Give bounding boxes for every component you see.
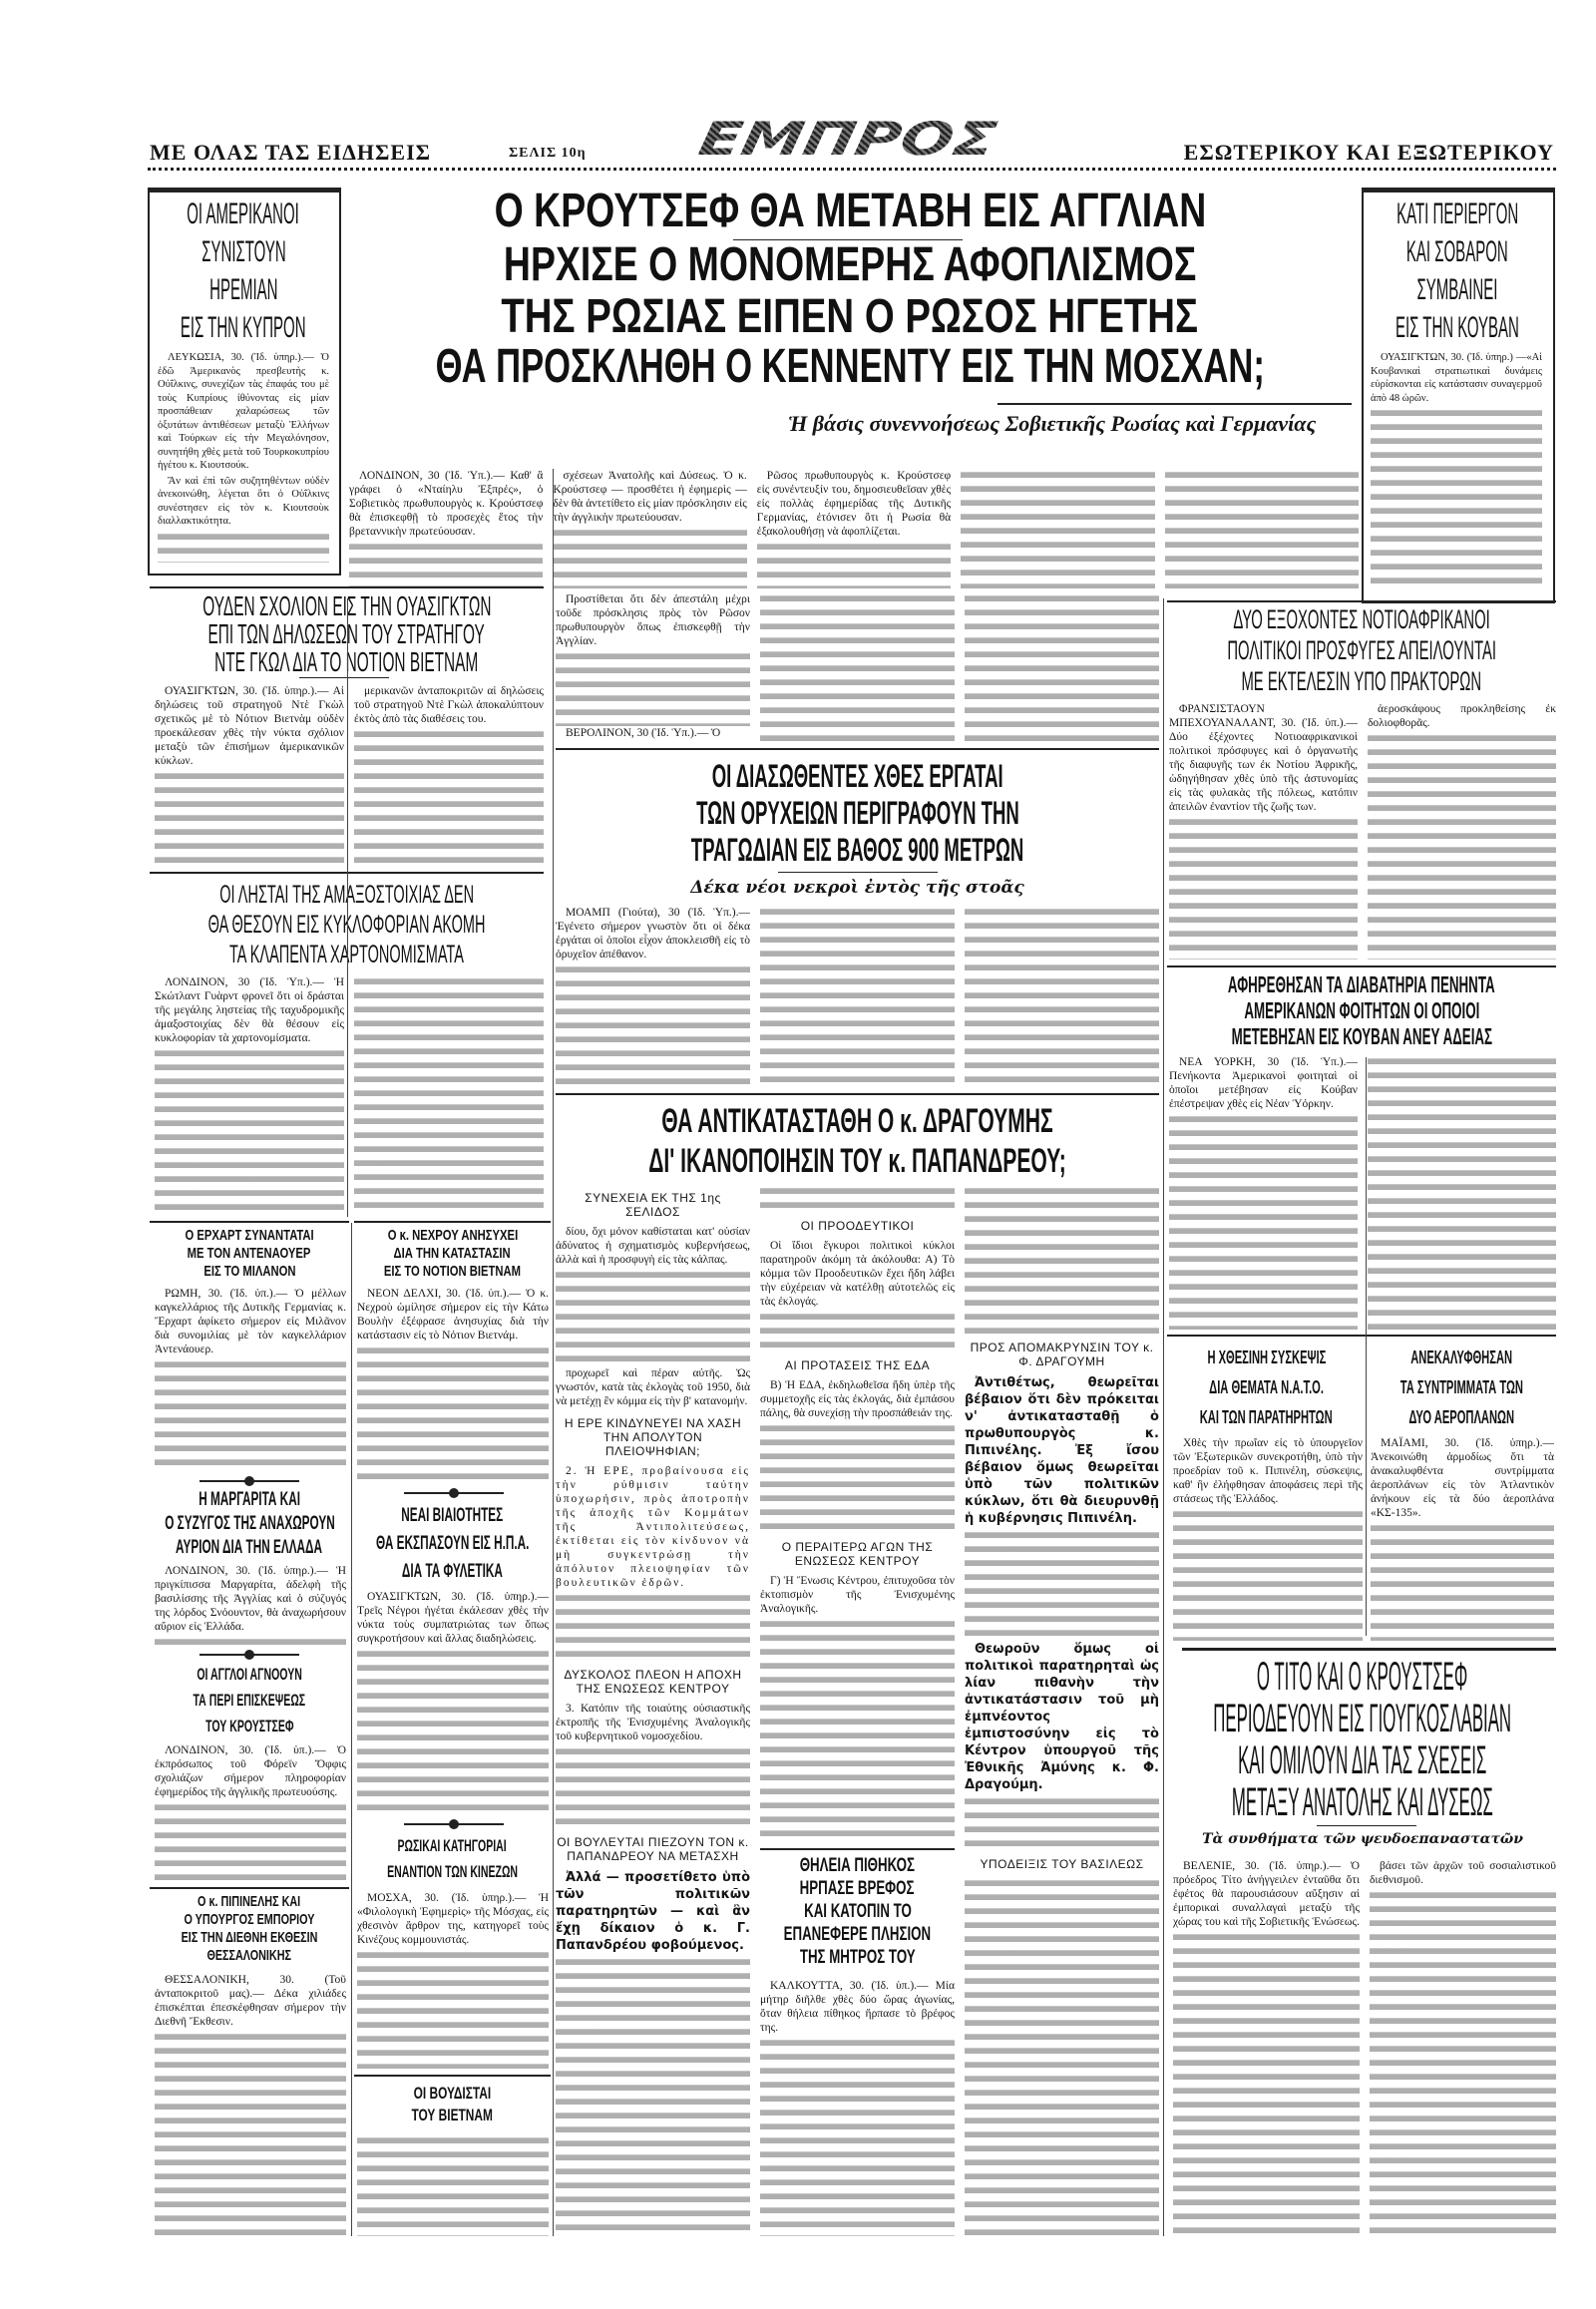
headline-line: Ο ΚΡΟΥΤΣΕΦ ΘΑ ΜΕΤΑΒΗ ΕΙΣ ΑΓΓΛΙΑΝ xyxy=(494,185,1206,237)
headline-line: ΔΥΟ ΕΞΟΧΟΝΤΕΣ ΝΟΤΙΟΑΦΡΙΚΑΝΟΙ xyxy=(1233,604,1490,634)
article-divider xyxy=(1167,600,1556,602)
headline-line: ΟΙ ΛΗΣΤΑΙ ΤΗΣ ΑΜΑΞΟΣΤΟΙΧΙΑΣ ΔΕΝ xyxy=(219,881,474,909)
article-lead: ΛΕΥΚΩΣΙΑ, 30. (Ἰδ. ὑπηρ.).— Ὁ ἐδῶ Ἀμερικανὸς πρεσβευτὴς κ. Οὐΐλκινς, συνεχίζων τὰς ἐπαφάς του μὲ τοὺς Κυπρίους ἰθύνοντας εἰς μίαν προσπάθειαν χαλαρώσεως τῶν ὀξυτάτων ἀντιθέσεων μεταξὺ Ἑλλήνων καὶ Τούρκων εἰς τὴν Μεγαλόνησον, συνητήθη χθὲς μετὰ τοῦ Τουρκοκυπρίου ἡγέτου κ. Κιουτσούκ. xyxy=(158,352,329,471)
newspaper-logo: ΕΜΠΡΟΣ xyxy=(667,112,1027,166)
body-text-lines xyxy=(357,1648,549,1815)
text-column xyxy=(961,469,1154,588)
body-text-lines xyxy=(965,1185,1159,1335)
article-divider xyxy=(150,1887,349,1889)
tito-headline xyxy=(1169,1656,1556,1823)
miners-subhead: Δέκα νέοι νεκροὶ ἐντὸς τῆς στοᾶς xyxy=(690,878,1024,898)
article-paragraph: 3. Κατόπιν τῆς τοιαύτης οὐσιαστικῆς ἐκτροπῆς τῆς Ἐνισχυμένης Ἀναλογικῆς τοῦ κυβερνητικοῦ νομοσχεδίου. xyxy=(556,1703,750,1742)
article-paragraph: Ἂν καὶ ἐπὶ τῶν συζητηθέντων οὐδὲν ἀνεκοινώθη, λέγεται ὅτι ὁ Οὐΐλκινς συνέστησεν εἰς τὸν κ. Κιουτσοὺκ διαλλακτικότητα. xyxy=(158,475,329,527)
body-text-lines xyxy=(760,592,955,742)
headline-line: ΘΑ ΠΡΟΣΚΛΗΘΗ Ο ΚΕΝΝΕΝΤΥ ΕΙΣ ΤΗΝ ΜΟΣΧΑΝ; xyxy=(435,340,1265,393)
headline-line: ΜΕΤΕΒΗΣΑΝ ΕΙΣ ΚΟΥΒΑΝ ΑΝΕΥ ΑΔΕΙΑΣ xyxy=(1231,1023,1492,1049)
headline-divider xyxy=(733,239,963,240)
body-text-lines xyxy=(354,728,544,864)
body-text-lines xyxy=(155,1358,346,1472)
article-lead: ΡΩΜΗ, 30. (Ἰδ. ὑπ.).— Ὁ μέλλων καγκελλάριος τῆς Δυτικῆς Γερμανίας κ. Ἔρχαρτ ἀφίκετο σήμερον εἰς Μιλᾶνον διὰ συνομιλίας μὲ τὸν καγκελλάριον Ἀντενάουερ. xyxy=(155,1288,346,1355)
students-headline xyxy=(1167,971,1556,1049)
headline-line: ΕΠΑΝΕΦΕΡΕ ΠΛΗΣΙΟΝ xyxy=(783,1924,932,1945)
headline-line: Ο κ. ΠΙΠΙΝΕΛΗΣ ΚΑΙ xyxy=(198,1893,301,1910)
nato-headline xyxy=(1169,1343,1364,1432)
headline-line: ΚΑΙ ΣΟΒΑΡΟΝ xyxy=(1406,235,1508,268)
headline-line: ΤΗΣ ΜΗΤΡΟΣ ΤΟΥ xyxy=(799,1947,916,1968)
masthead-slogan: ΜΕ ΟΛΑΣ ΤΑΣ ΕΙΔΗΣΕΙΣ xyxy=(150,140,432,165)
buddhists-body xyxy=(357,2134,549,2236)
text-column xyxy=(1173,1859,1360,2236)
headline-line: ΕΙΣ ΤΟ ΝΟΤΙΟΝ ΒΙΕΤΝΑΜ xyxy=(383,1263,522,1280)
body-text-lines xyxy=(556,1269,750,1366)
body-text-lines xyxy=(556,1745,750,1829)
body-text-lines xyxy=(1169,1113,1358,1330)
ornament-divider xyxy=(404,1821,504,1827)
article-lead: ΦΡΑΝΣΙΣΤΑΟΥΝ ΜΠΕΧΟΥΑΝΑΛΑΝΤ, 30. (Ἰδ. ὑπ.).— Δύο ἐξέχοντες Νοτιοαφρικανικοὶ πολιτικοὶ πρόσφυγες καὶ ὁ ὀργανωτὴς τῆς διαφυγῆς των ἐκ Νοτίου Ἀφρικῆς, ὡδηγήθησαν χθὲς ὑπὸ τῆς ἀστυνομίας εἰς τὰς φυλακὰς τῆς πόλεως, κατόπιν ἀπειλῶν ἐναντίον τῆς ζωῆς των. xyxy=(1169,703,1358,813)
headline-line: ΔΙ' ΙΚΑΝΟΠΟΙΗΣΙΝ ΤΟΥ κ. ΠΑΠΑΝΔΡΕΟΥ; xyxy=(648,1142,1066,1180)
headline-line: ΕΙΣ ΤΗΝ ΚΟΥΒΑΝ xyxy=(1396,311,1519,344)
headline-line: ΤΡΑΓΩΔΙΑΝ ΕΙΣ ΒΑΘΟΣ 900 ΜΕΤΡΩΝ xyxy=(690,832,1024,868)
text-column xyxy=(1169,1055,1358,1330)
headline-line: ΘΑ ΕΚΣΠΑΣΟΥΝ ΕΙΣ Η.Π.Α. xyxy=(375,1533,530,1554)
chinese-headline xyxy=(354,1833,551,1885)
chinese-body xyxy=(357,1891,549,2069)
ornament-divider xyxy=(200,1478,299,1484)
article-paragraph: Οἱ ἴδιοι ἔγκυροι πολιτικοὶ κύκλοι παρατηροῦν ἀκόμη τὰ ἀκόλουθα: Α) Τὸ κόμμα τῶν Προοδευτικῶν ἔχει ἤδη λάβει τὴν εὐχέρειαν νὰ κατέλθῃ αὐτοτελῶς εἰς τὰς ἐκλογάς. xyxy=(760,1240,955,1308)
article-divider xyxy=(150,586,544,588)
headline-line: ΡΩΣΙΚΑΙ ΚΑΤΗΓΟΡΙΑΙ xyxy=(397,1836,508,1855)
text-column xyxy=(965,592,1159,742)
section-subhead: ΟΙ ΒΟΥΛΕΥΤΑΙ ΠΙΕΖΟΥΝ ΤΟΝ κ. ΠΑΠΑΝΔΡΕΟΥ ΝΑ ΜΕΤΑΣΧΗ xyxy=(557,1835,749,1863)
body-text-lines xyxy=(556,1956,750,2236)
body-text-lines xyxy=(556,963,750,1087)
article-lead: ΚΑΛΚΟΥΤΤΑ, 30. (Ἰδ. ὑπ.).— Μία μήτηρ διῆλθε χθὲς δύο ὥρας ἀγωνίας, ὅταν θήλεια πίθηκος ἥρπασε τὸ βρέφος της. xyxy=(760,1980,955,2034)
text-column xyxy=(354,684,544,864)
lead-story-body-top xyxy=(349,469,1359,588)
body-text-lines xyxy=(1371,407,1542,590)
body-text-lines xyxy=(965,1529,1159,1641)
article-lead: ΟΥΑΣΙΓΚΤΩΝ, 30. (Ἰδ. ὑπηρ.).— Τρεῖς Νέγροι ἡγέται ἐκάλεσαν χθὲς τὴν νύκτα τοὺς συμπατριώτας των ὅπως συγκροτήσουν καὶ ἄλλας διαδηλώσεις. xyxy=(357,1591,549,1645)
article-paragraph: Ἀντιθέτως, θεωρεῖται βέβαιον ὅτι δὲν πρόκειται ν' ἀντικατασταθῇ ὁ πρωθυπουργὸς κ. Πιπινέλης. Ἐξ ἴσου βέβαιον ὅμως θεωρεῖται ὑπὸ τῶν πολιτικῶν κύκλων, ὅτι θὰ διευρυνθῇ ἡ κυβέρνησις Πιπινέλη. xyxy=(965,1375,1159,1526)
article-divider xyxy=(556,1093,1159,1095)
body-text-lines xyxy=(553,527,746,588)
nehru-body xyxy=(357,1287,549,1484)
headline-line: Η ΧΘΕΣΙΝΗ ΣΥΣΚΕΨΙΣ xyxy=(1207,1347,1326,1367)
headline-line: ΚΑΙ ΟΜΙΛΟΥΝ ΔΙΑ ΤΑΣ ΣΧΕΣΕΙΣ xyxy=(1238,1738,1487,1782)
body-text-lines xyxy=(1165,469,1359,588)
headline-line: ΚΑΤΙ ΠΕΡΙΕΡΓΟΝ xyxy=(1396,197,1519,230)
de-gaulle-body xyxy=(155,684,544,864)
headline-line: ΕΠΙ ΤΩΝ ΔΗΛΩΣΕΩΝ ΤΟΥ ΣΤΡΑΤΗΓΟΥ xyxy=(207,618,486,649)
subhead-rule xyxy=(998,403,1352,405)
body-text-lines xyxy=(1368,732,1556,960)
refugees-headline xyxy=(1167,604,1556,697)
nato-body xyxy=(1173,1436,1363,1641)
text-column xyxy=(556,906,750,1087)
article-lead: ΟΥΑΣΙΓΚΤΩΝ, 30. (Ἰδ. ὑπηρ.).— Αἱ δηλώσεις τοῦ στρατηγοῦ Ντὲ Γκὼλ σχετικῶς μὲ τὸ Νότιον Βιετνὰμ οὐδὲν προεκάλεσαν χθὲς τὴν νύκτα σχόλιον μεταξὺ τῶν ἐπισήμων ἀμερικανικῶν κύκλων. xyxy=(155,685,344,767)
section-subhead: ΟΙ ΠΡΟΟΔΕΥΤΙΚΟΙ xyxy=(800,1219,915,1233)
article-divider xyxy=(354,1221,551,1223)
article-lead: ΛΟΝΔΙΝΟΝ, 30. (Ἰδ. ὑπ.).— Ὁ ἐκπρόσωπος τοῦ Φόρεϊν Ὄφφις σχολιάζων σήμερον πληροφορίαν ἐφημερίδος τῆς ἀγγλικῆς πρωτευούσης. xyxy=(155,1744,346,1798)
headline-line: Ο ΕΡΧΑΡΤ ΣΥΝΑΝΤΑΤΑΙ xyxy=(185,1227,314,1244)
headline-line: ΟΥΔΕΝ ΣΧΟΛΙΟΝ ΕΙΣ ΤΗΝ ΟΥΑΣΙΓΚΤΩΝ xyxy=(201,590,492,621)
article-divider xyxy=(150,1221,349,1223)
headline-line: ΘΑ ΘΕΣΟΥΝ ΕΙΣ ΚΥΚΛΟΦΟΡΙΑΝ ΑΚΟΜΗ xyxy=(207,911,486,939)
headline-line: ΑΦΗΡΕΘΗΣΑΝ ΤΑ ΔΙΑΒΑΤΗΡΙΑ ΠΕΝΗΝΤΑ xyxy=(1228,971,1495,997)
body-text-lines xyxy=(760,1185,955,1213)
text-column xyxy=(155,975,344,1215)
miners-headline xyxy=(556,758,1159,869)
body-text-lines xyxy=(155,1047,344,1215)
column-rule xyxy=(553,469,554,2236)
headline-line: ΤΑ ΠΕΡΙ ΕΠΙΣΚΕΨΕΩΣ xyxy=(193,1691,306,1710)
body-text-lines xyxy=(357,1345,549,1484)
text-column xyxy=(760,592,955,742)
headline-line: ΝΤΕ ΓΚΩΛ ΔΙΑ ΤΟ ΝΟΤΙΟΝ ΒΙΕΤΝΑΜ xyxy=(214,646,479,677)
article-lead: Χθὲς τὴν πρωΐαν εἰς τὸ ὑπουργεῖον τῶν Ἐξωτερικῶν συνεκροτήθη, ὑπὸ τὴν προεδρίαν τοῦ κ. Πιπινέλη, σύσκεψις, καθ' ἣν ἐλήφθησαν ἀποφάσεις περὶ τῆς στάσεως τῆς Ἑλλάδος. xyxy=(1173,1437,1363,1505)
headline-line: ΘΕΣΣΑΛΟΝΙΚΗΣ xyxy=(206,1947,292,1964)
body-text-lines xyxy=(965,1795,1159,1851)
text-column xyxy=(760,1185,955,2236)
body-text-lines xyxy=(556,1592,750,1662)
article-paragraph: 2. Ἡ ΕΡΕ, προβαίνουσα εἰς τὴν ρύθμισιν ταύτην ὑποχωρήσιν, πρὸς ἀποτροπὴν τῆς ἀποχῆς τῶν Κομμάτων τῆς Ἀντιπολιτεύσεως, ἐκτίθεται εἰς τὸν κίνδυνον νὰ μὴ συγκεντρώσῃ τὴν ἀπόλυτον πλειοψηφίαν τῶν βουλευτικῶν ἑδρῶν. xyxy=(556,1465,750,1589)
article-lead: ΛΟΝΔΙΝΟΝ, 30. (Ἰδ. ὑπηρ.).— Ἡ πριγκίπισσα Μαργαρίτα, ἀδελφὴ τῆς βασιλίσσης τῆς Ἀγγλίας καὶ ὁ σύζυγός της λόρδος Σνόουντον, θὰ ἀναχωρήσουν αὔριον εἰς Ἑλλάδα. xyxy=(155,1565,346,1633)
headline-line: ΜΕ ΤΟΝ ΑΝΤΕΝΑΟΥΕΡ xyxy=(188,1245,311,1262)
text-column xyxy=(556,592,750,742)
section-subhead: Ο ΠΕΡΑΙΤΕΡΩ ΑΓΩΝ ΤΗΣ ΕΝΩΣΕΩΣ ΚΕΝΤΡΟΥ xyxy=(781,1540,934,1568)
text-column xyxy=(965,906,1159,1087)
text-column xyxy=(1165,469,1359,588)
monkey-headline xyxy=(760,1854,955,1969)
section-subhead: ΑΙ ΠΡΟΤΑΣΕΙΣ ΤΗΣ ΕΔΑ xyxy=(784,1358,931,1372)
body-text-lines xyxy=(961,469,1154,588)
headline-line: ΣΥΝΙΣΤΟΥΝ xyxy=(200,235,286,268)
text-column xyxy=(1368,1055,1556,1330)
section-subhead: ΠΡΟΣ ΑΠΟΜΑΚΡΥΝΣΙΝ ΤΟΥ κ. Φ. ΔΡΑΓΟΥΜΗ xyxy=(970,1341,1154,1368)
column-rule xyxy=(351,1223,352,2236)
article-paragraph: Ρῶσος πρωθυπουργὸς κ. Κρούστσεφ εἰς συνέντευξίν του, δημοσιευθεῖσαν χθὲς εἰς πολλὰς ἐφημερίδας τῆς Δυτικῆς Γερμανίας, ἐτόνισεν ὅτι ἡ Ρωσία θὰ ἐξακολουθήσῃ νὰ ἀφοπλίζεται. xyxy=(756,470,952,538)
headline-line: Ο κ. ΝΕΧΡΟΥ ΑΝΗΣΥΧΕΙ xyxy=(387,1227,518,1244)
headline-line: ΠΕΡΙΟΔΕΥΟΥΝ ΕΙΣ ΓΙΟΥΓΚΟΣΛΑΒΙΑΝ xyxy=(1213,1697,1512,1740)
masthead-section: ΕΣΩΤΕΡΙΚΟΥ ΚΑΙ ΕΞΩΤΕΡΙΚΟΥ xyxy=(1183,140,1554,165)
article-lead: ΒΕΛΕΝΙΕ, 30. (Ἰδ. ὑπηρ.).— Ὁ πρόεδρος Τίτο ἀνήγγειλεν ἐνταῦθα ὅτι ἐφέτος θὰ παρουσιάσουν αὔξησιν αἱ ἐμπορικαὶ συναλλαγαὶ μεταξὺ τῆς χώρας του καὶ τῆς Σοβιετικῆς Ἑνώσεως. xyxy=(1173,1860,1360,1928)
text-column xyxy=(155,684,344,864)
body-text-lines xyxy=(155,770,344,864)
headline-line: ΤΩΝ ΟΡΥΧΕΙΩΝ ΠΕΡΙΓΡΑΦΟΥΝ ΤΗΝ xyxy=(695,795,1019,831)
headline-line: ΗΡΕΜΙΑΝ xyxy=(208,273,278,306)
headline-line: ΟΙ ΒΟΥΔΙΣΤΑΙ xyxy=(413,2084,492,2103)
headline-line: ΕΙΣ ΤΗΝ ΔΙΕΘΝΗ ΕΚΘΕΣΙΝ xyxy=(181,1929,318,1946)
ornament-divider xyxy=(404,1490,504,1496)
dateline: ΒΕΡΟΛΙΝΟΝ, 30 (Ἰδ. Ὑπ.).— Ὁ xyxy=(566,727,721,739)
body-text-lines xyxy=(357,2134,549,2236)
article-lead: ΛΟΝΔΙΝΟΝ, 30 (Ἰδ. Ὑπ.).— Καθ' ἃ γράφει ὁ «Νταίηλυ Ἐξπρές», ὁ Σοβιετικὸς πρωθυπουργὸς κ. Κρούστσεφ θὰ ἐπισκεφθῇ τὸ προσεχὲς ἔτος τὴν βρεταννικὴν πρωτεύουσαν. xyxy=(349,470,544,538)
headline-line: ΔΙΑ ΘΕΜΑΤΑ Ν.Α.Τ.Ο. xyxy=(1209,1377,1324,1397)
text-column xyxy=(354,975,544,1215)
pipinelis-body xyxy=(155,1973,346,2236)
headline-line: ΕΙΣ ΤΟ ΜΙΛΑΝΟΝ xyxy=(202,1263,296,1280)
section-subhead: Η ΕΡΕ ΚΙΝΔΥΝΕΥΕΙ ΝΑ ΧΑΣΗ ΤΗΝ ΑΠΟΛΥΤΟΝ ΠΛΕΙΟΨΗΦΙΑΝ; xyxy=(564,1416,742,1458)
lead-story-headline xyxy=(351,185,1349,393)
column-rule xyxy=(347,598,348,1217)
text-column xyxy=(1169,702,1358,960)
headline-line: Ο ΤΙΤΟ ΚΑΙ Ο ΚΡΟΥΣΤΣΕΦ xyxy=(1257,1655,1468,1699)
body-text-lines xyxy=(965,1877,1159,2236)
margaret-headline xyxy=(150,1488,349,1560)
text-column xyxy=(556,1185,750,2236)
section-subhead: ΔΥΣΚΟΛΟΣ ΠΛΕΟΝ Η ΑΠΟΧΗ ΤΗΣ ΕΝΩΣΕΩΣ ΚΕΝΤΡΟΥ xyxy=(564,1668,742,1696)
headline-line: Ο ΣΥΖΥΓΟΣ ΤΗΣ ΑΝΑΧΩΡΟΥΝ xyxy=(164,1513,335,1534)
ornament-divider xyxy=(200,1652,299,1658)
headline-line: ΤΑ ΚΛΑΠΕΝΤΑ ΧΑΡΤΟΝΟΜΙΣΜΑΤΑ xyxy=(229,941,464,968)
body-text-lines xyxy=(1370,1889,1556,2236)
headline-line: ΔΥΟ ΑΕΡΟΠΛΑΝΩΝ xyxy=(1408,1407,1514,1427)
article-paragraph: δίου, ὄχι μόνον καθίσταται κατ' οὐσίαν ἀδύνατος ἡ σχηματισμὸς κυβερνήσεως, ἀλλὰ καὶ ἡ προσφυγὴ εἰς τὰς κάλπας. xyxy=(556,1226,750,1266)
right-box-headline xyxy=(1364,195,1551,347)
headline-line: ΜΕΤΑΞΥ ΑΝΑΤΟΛΗΣ ΚΑΙ ΔΥΣΕΩΣ xyxy=(1232,1780,1493,1824)
tito-subhead: Τὰ συνθήματα τῶν ψευδοεπαναστατῶν xyxy=(1202,1831,1523,1847)
nehru-headline xyxy=(354,1227,551,1281)
body-text-lines xyxy=(760,2037,955,2236)
body-text-lines xyxy=(760,1311,955,1352)
headline-line: ΔΙΑ ΤΑ ΦΥΛΕΤΙΚΑ xyxy=(402,1561,503,1582)
page-number: ΣΕΛΙΣ 10η xyxy=(509,146,587,161)
body-text-lines xyxy=(760,1422,955,1534)
headline-line: ΗΡΧΙΣΕ Ο ΜΟΝΟΜΕΡΗΣ ΑΦΟΠΛΙΣΜΟΣ xyxy=(503,238,1197,291)
refugees-body xyxy=(1169,702,1556,960)
right-box-body xyxy=(1371,351,1542,590)
left-box-headline xyxy=(150,195,337,347)
body-text-lines xyxy=(354,975,544,1215)
headline-line: ΟΙ ΑΓΓΛΟΙ ΑΓΝΟΟΥΝ xyxy=(197,1665,302,1684)
article-paragraph: Ἀλλά — προσετίθετο ὑπὸ τῶν πολιτικῶν παρατηρητῶν — καὶ ἂν ἔχῃ δίκαιον ὁ κ. Γ. Παπανδρέου φοβούμενος. xyxy=(556,1870,750,1953)
headline-line: ΟΙ ΑΜΕΡΙΚΑΝΟΙ xyxy=(187,197,300,230)
article-divider xyxy=(1317,1825,1416,1826)
body-text-lines xyxy=(760,906,955,1087)
students-body xyxy=(1169,1055,1556,1330)
headline-line: ΤΑ ΣΥΝΤΡΙΜΜΑΤΑ ΤΩΝ xyxy=(1399,1377,1523,1397)
text-column xyxy=(757,469,951,588)
text-column xyxy=(1370,1859,1556,2236)
article-paragraph: Προστίθεται ὅτι δὲν ἀπεστάλη μέχρι τοῦδε πρόσκλησις πρὸς τὸν Ρῶσον πρωθυπουργὸν ὅπως ἐπισκεφθῇ τὴν Ἀγγλίαν. xyxy=(556,593,750,647)
text-column xyxy=(965,1185,1159,2236)
body-text-lines xyxy=(155,1801,346,1881)
body-text-lines xyxy=(1173,1508,1363,1641)
headline-line: ΜΕ ΕΚΤΕΛΕΣΙΝ ΥΠΟ ΠΡΑΚΤΟΡΩΝ xyxy=(1241,666,1482,696)
column-rule xyxy=(1366,1057,1367,1636)
body-text-lines xyxy=(965,906,1159,1087)
headline-line: ΤΟΥ ΚΡΟΥΣΤΣΕΦ xyxy=(204,1717,294,1735)
headline-line: ΔΙΑ ΤΗΝ ΚΑΤΑΣΤΑΣΙΝ xyxy=(393,1245,512,1262)
article-lead: ΜΟΑΜΠ (Γιούτα), 30 (Ἰδ. Ὑπ.).— Ἐγένετο σήμερον γνωστὸν ὅτι οἱ δέκα ἐργάται οἱ ὁποῖοι εἶχον ἀποκλεισθῆ εἰς τὸ ὀρυχεῖον ἀπέθανον. xyxy=(556,907,750,961)
erhard-headline xyxy=(150,1227,349,1281)
dragoumis-headline xyxy=(556,1101,1159,1181)
text-column xyxy=(760,906,955,1087)
continued-label: ΣΥΝΕΧΕΙΑ ΕΚ ΤΗΣ 1ης ΣΕΛΙΔΟΣ xyxy=(585,1191,721,1219)
article-paragraph: μερικανῶν ἀνταποκριτῶν αἱ δηλώσεις τοῦ στρατηγοῦ Ντὲ Γκὼλ ἀποκαλύπτουν ἐκτὸς ἀπὸ τὰς διαθέσεις του. xyxy=(354,685,544,725)
article-lead: ΜΟΣΧΑ, 30. (Ἰδ. ὑπηρ.).— Ἡ «Φιλολογικὴ Ἐφημερὶς» τῆς Μόσχας, εἰς χθεσινὸν ἄρθρον της, κατηγορεῖ τοὺς Κινέζους κομμουνιστάς. xyxy=(357,1892,549,1946)
headline-line: ΚΑΙ ΚΑΤΟΠΙΝ ΤΟ xyxy=(803,1901,912,1922)
article-divider xyxy=(1167,965,1556,967)
text-column xyxy=(553,469,746,588)
article-divider xyxy=(556,748,1159,750)
article-lead: ΝΕΟΝ ΔΕΛΧΙ, 30. (Ἰδ. ὑπ.).— Ὁ κ. Νεχροὺ ὡμίλησε σήμερον εἰς τὴν Κάτω Βουλὴν ἐξέφρασε ἀνησυχίας διὰ τὴν κατάστασιν εἰς τὸ Νότιον Βιετνάμ. xyxy=(357,1288,549,1342)
violence-headline xyxy=(354,1502,551,1586)
article-lead: ΘΕΣΣΑΛΟΝΙΚΗ, 30. (Τοῦ ἀνταποκριτοῦ μας).— Δέκα χιλιάδες ἐπισκέπται ἐπεσκέφθησαν σήμερον τὴν Διεθνῆ Ἔκθεσιν. xyxy=(155,1974,346,2028)
headline-line: ΑΜΕΡΙΚΑΝΩΝ ΦΟΙΤΗΤΩΝ ΟΙ ΟΠΟΙΟΙ xyxy=(1244,997,1479,1023)
body-text-lines xyxy=(1173,1931,1360,2236)
english-body xyxy=(155,1743,346,1881)
body-text-lines xyxy=(349,541,543,588)
lead-story-subhead: Ἡ βάσις συνεννοήσεως Σοβιετικῆς Ρωσίας καὶ Γερμανίας xyxy=(788,411,1317,436)
dragoumis-body xyxy=(556,1185,1159,2236)
section-subhead: ΥΠΟΔΕΙΞΙΣ ΤΟΥ ΒΑΣΙΛΕΩΣ xyxy=(980,1857,1144,1871)
planes-body xyxy=(1371,1436,1554,1641)
article-divider xyxy=(760,1848,955,1850)
headline-line: ΑΝΕΚΑΛΥΦΘΗΣΑΝ xyxy=(1410,1347,1512,1367)
article-divider xyxy=(778,872,938,873)
article-paragraph: σχέσεων Ἀνατολῆς καὶ Δύσεως. Ὁ κ. Κρούστσεφ — προσθέτει ἡ ἐφημερὶς — δὲν θὰ ἀντετίθετο εἰς μίαν πρόσκλησιν εἰς τὴν ἀγγλικὴν πρωτεύουσαν. xyxy=(553,470,747,524)
headline-line: ΑΥΡΙΟΝ ΔΙΑ ΤΗΝ ΕΛΛΑΔΑ xyxy=(176,1537,323,1558)
headline-line: ΤΗΣ ΡΩΣΙΑΣ ΕΙΠΕΝ Ο ΡΩΣΟΣ ΗΓΕΤΗΣ xyxy=(501,290,1199,343)
headline-line: ΣΥΜΒΑΙΝΕΙ xyxy=(1416,273,1498,306)
article-paragraph: Β) Ἡ ΕΔΑ, ἐκδηλωθεῖσα ἤδη ὑπὲρ τῆς συμμετοχῆς εἰς τὰς ἐκλογάς, διὰ ἐμπάσου πάλης, θὰ συνεχίσῃ τὴν προσπάθειάν της. xyxy=(760,1379,955,1419)
article-paragraph: βάσει τῶν ἀρχῶν τοῦ σοσιαλιστικοῦ διεθνισμοῦ. xyxy=(1370,1860,1556,1886)
violence-body xyxy=(357,1590,549,1815)
pipinelis-headline xyxy=(150,1893,349,1965)
article-lead: ΜΑΪΑΜΙ, 30. (Ἰδ. ὑπηρ.).— Ἀνεκοινώθη ἁρμοδίως ὅτι τὰ ἀνακαλυφθέντα συντρίμματα ἀεροπλάνων εἰς τὸν Ἀτλαντικὸν ἀνήκουν εἰς τὰ δύο ἀεροπλάνα «ΚΣ-135». xyxy=(1371,1437,1554,1519)
lead-story-body-bottom xyxy=(556,592,1159,742)
headline-line: ΕΝΑΝΤΙΟΝ ΤΩΝ ΚΙΝΕΖΩΝ xyxy=(387,1862,518,1881)
body-text-lines xyxy=(556,650,750,726)
headline-line: ΤΟΥ ΒΙΕΤΝΑΜ xyxy=(411,2106,494,2124)
headline-line: ΠΟΛΙΤΙΚΟΙ ΠΡΟΣΦΥΓΕΣ ΑΠΕΙΛΟΥΝΤΑΙ xyxy=(1227,635,1496,665)
article-divider xyxy=(354,2075,551,2077)
article-lead: ΝΕΑ ΥΟΡΚΗ, 30 (Ἰδ. Ὑπ.).— Πενήκοντα Ἀμερικανοὶ φοιτηταὶ οἱ ὁποῖοι μετέβησαν εἰς Κούβαν ἐπέστρεψαν χθὲς εἰς Νέαν Ὑόρκην. xyxy=(1169,1056,1358,1110)
masthead-rule xyxy=(148,168,1556,171)
text-column xyxy=(1368,702,1556,960)
headline-line: Η ΜΑΡΓΑΡΙΤΑ ΚΑΙ xyxy=(199,1489,300,1510)
body-text-lines xyxy=(760,1618,955,1840)
train-robbers-body xyxy=(155,975,544,1215)
headline-line: ΘΑ ΑΝΤΙΚΑΤΑΣΤΑΘΗ Ο κ. ΔΡΑΓΟΥΜΗΣ xyxy=(661,1102,1053,1140)
headline-line: Ο ΥΠΟΥΡΓΟΣ ΕΜΠΟΡΙΟΥ xyxy=(184,1911,315,1928)
article-divider xyxy=(299,677,389,678)
headline-line: ΝΕΑΙ ΒΙΑΙΟΤΗΤΕΣ xyxy=(401,1505,504,1526)
headline-line: ΗΡΠΑΣΕ ΒΡΕΦΟΣ xyxy=(800,1878,915,1899)
headline-line: ΟΙ ΔΙΑΣΩΘΕΝΤΕΣ ΧΘΕΣ ΕΡΓΑΤΑΙ xyxy=(711,758,1003,794)
article-lead: ΟΥΑΣΙΓΚΤΩΝ, 30. (Ἰδ. ὑπηρ.) —«Αἱ Κουβανικαὶ στρατιωτικαὶ δυνάμεις εὑρίσκονται εἰς κατάστασιν συναγερμοῦ ἀπὸ 48 ὡρῶν. xyxy=(1371,352,1542,404)
buddhists-headline xyxy=(354,2083,551,2126)
body-text-lines xyxy=(757,541,951,588)
column-rule xyxy=(1163,598,1164,2236)
body-text-lines xyxy=(155,2031,346,2236)
headline-line: ΕΙΣ ΤΗΝ ΚΥΠΡΟΝ xyxy=(181,311,306,344)
article-divider xyxy=(1167,1335,1556,1337)
body-text-lines xyxy=(357,1949,549,2069)
article-paragraph: Γ) Ἡ Ἕνωσις Κέντρου, ἐπιτυχοῦσα τὸν ἐκτοπισμὸν τῆς Ἐνισχυμένης Ἀναλογικῆς. xyxy=(760,1575,955,1615)
headline-line: ΚΑΙ ΤΩΝ ΠΑΡΑΤΗΡΗΤΩΝ xyxy=(1200,1407,1333,1427)
article-paragraph: Θεωροῦν ὅμως οἱ πολιτικοὶ παρατηρηταὶ ὡς λίαν πιθανὴν τὴν ἀντικατάστασιν τοῦ μὴ ἐμπνέοντος ἐμπιστοσύνην εἰς τὸ Κέντρον ὑπουργοῦ τῆς Ἐθνικῆς Ἀμύνης κ. Φ. Δραγούμη. xyxy=(965,1642,1159,1792)
miners-body xyxy=(556,906,1159,1087)
article-paragraph: προχωρεῖ καὶ πέραν αὐτῆς. Ὡς γνωστόν, κατὰ τὰς ἐκλογὰς τοῦ 1950, διὰ νὰ μετέχῃ ἓν κόμμα εἰς τὴν β' κατανομήν. xyxy=(556,1367,750,1407)
margaret-body xyxy=(155,1564,346,1648)
body-text-lines xyxy=(155,1636,346,1648)
article-paragraph: ἀεροσκάφους προκληθείσης ἐκ δολιοφθορᾶς. xyxy=(1368,703,1556,729)
body-text-lines xyxy=(965,592,1159,742)
article-divider xyxy=(1182,1648,1556,1651)
text-column xyxy=(349,469,543,588)
erhard-body xyxy=(155,1287,346,1472)
body-text-lines xyxy=(1368,1055,1556,1330)
left-box-body xyxy=(158,351,329,563)
body-text-lines xyxy=(158,531,329,564)
english-headline xyxy=(150,1662,349,1739)
headline-line: ΘΗΛΕΙΑ ΠΙΘΗΚΟΣ xyxy=(799,1855,916,1876)
tito-body xyxy=(1173,1859,1556,2236)
body-text-lines xyxy=(1169,816,1358,960)
article-lead: ΛΟΝΔΙΝΟΝ, 30 (Ἰδ. Ὑπ.).— Ἡ Σκώτλαντ Γυὰρντ φρονεῖ ὅτι οἱ δράσται τῆς μεγάλης ληστείας τῆς ταχυδρομικῆς ἁμαξοστοιχίας δὲν θὰ θέσουν εἰς κυκλοφορίαν τὰ χαρτονομίσματα. xyxy=(155,976,344,1044)
body-text-lines xyxy=(1371,1522,1554,1641)
planes-headline xyxy=(1367,1343,1556,1432)
